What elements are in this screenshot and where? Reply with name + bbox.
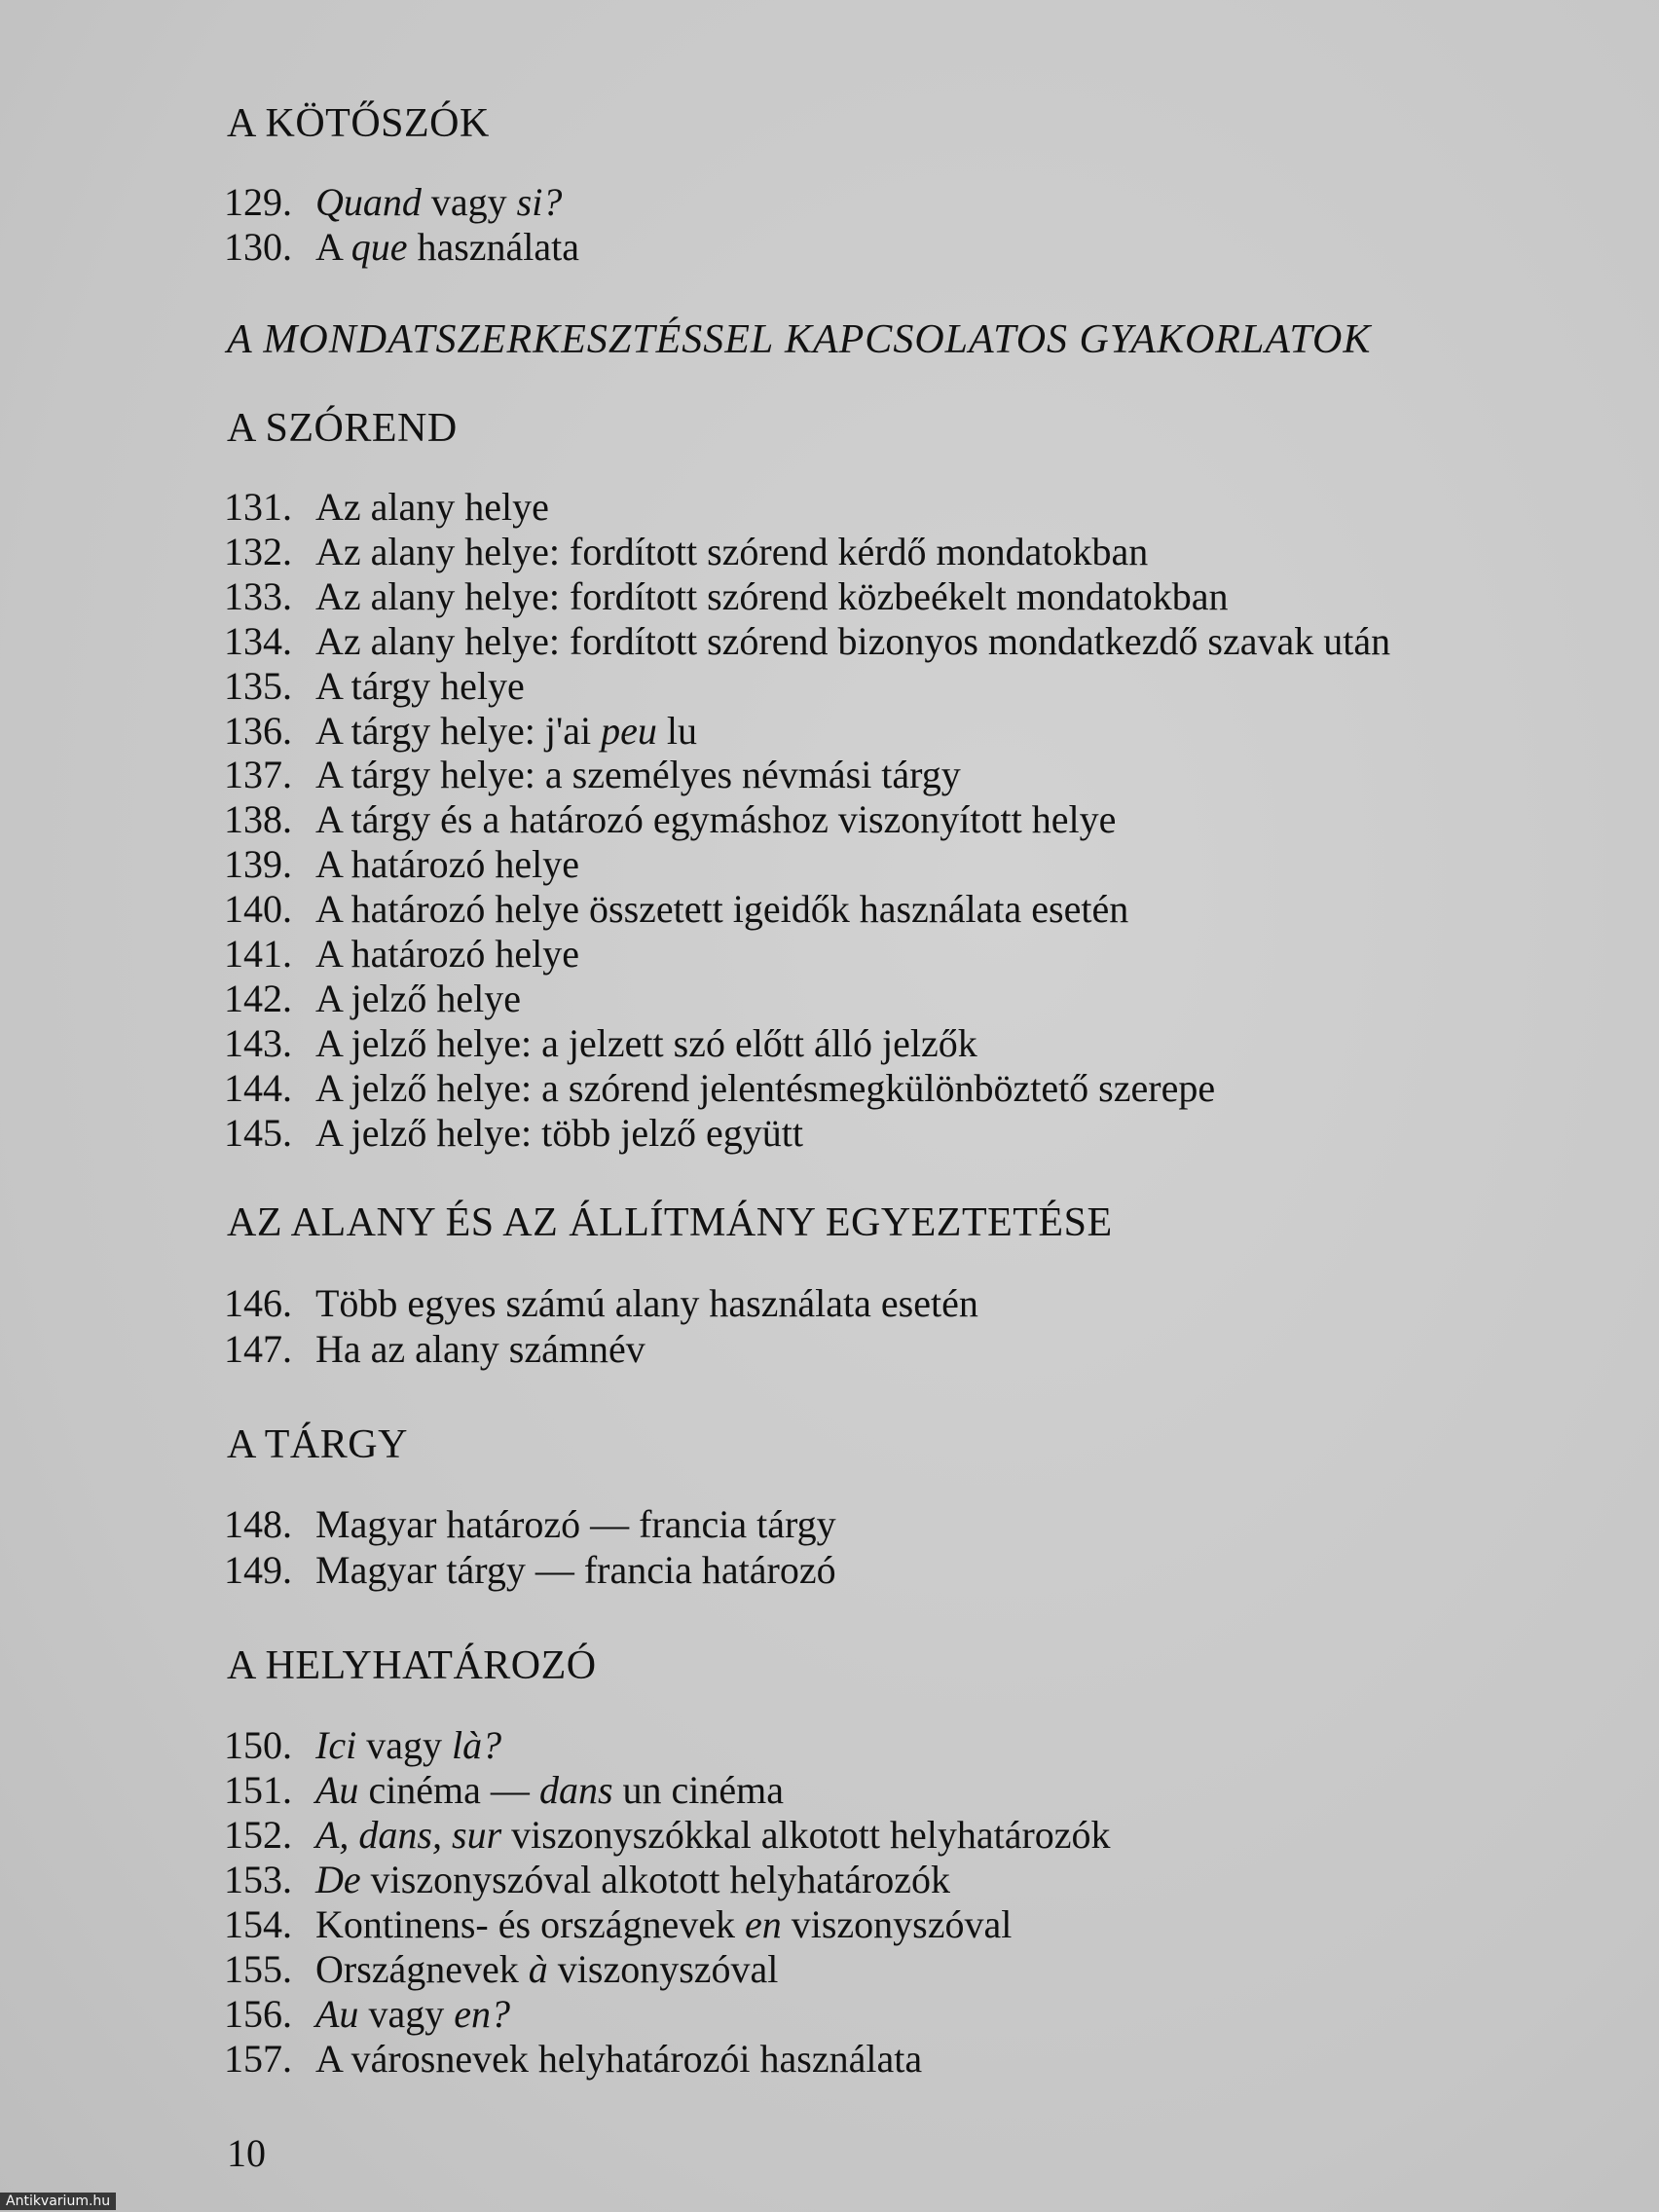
entry-title-part: viszonyszókkal alkotott helyhatározók bbox=[501, 1813, 1111, 1857]
toc-entry bbox=[224, 1902, 1012, 1947]
entry-number: 153. bbox=[224, 1858, 292, 1901]
section-heading-helyhatarozo: A HELYHATÁROZÓ bbox=[227, 1643, 597, 1688]
entry-title-part: használata bbox=[407, 225, 580, 269]
toc-entry bbox=[224, 932, 579, 977]
entry-title bbox=[315, 1548, 836, 1592]
entry-number: 148. bbox=[224, 1502, 292, 1546]
entry-title-part: Országnevek bbox=[315, 1947, 529, 1991]
entry-number: 155. bbox=[224, 1947, 292, 1991]
entry-number: 142. bbox=[224, 976, 292, 1020]
entry-number: 136. bbox=[224, 708, 292, 753]
entry-number: 132. bbox=[224, 529, 292, 573]
entry-title-part: viszonyszóval bbox=[547, 1947, 779, 1991]
toc-entry bbox=[224, 1111, 803, 1156]
entry-title-italic: là? bbox=[451, 1723, 502, 1767]
toc-entry bbox=[224, 887, 1128, 932]
entry-title-italic: Au bbox=[315, 1992, 359, 2036]
entry-number: 144. bbox=[224, 1065, 292, 1110]
entry-number: 140. bbox=[224, 887, 292, 932]
entry-number: 151. bbox=[224, 1768, 292, 1812]
entry-title-part: A határozó helye bbox=[315, 842, 579, 887]
entry-number: 149. bbox=[224, 1548, 292, 1592]
entry-title-italic: dans bbox=[538, 1768, 613, 1812]
section-heading-egyeztetes: AZ ALANY ÉS AZ ÁLLÍTMÁNY EGYEZTETÉSE bbox=[227, 1200, 1113, 1245]
entry-title-part: Az alany helye: fordított szórend bizonyos mondatkezdő szavak után bbox=[315, 618, 1391, 663]
entry-title-part: cinéma — bbox=[358, 1768, 539, 1812]
toc-entry bbox=[224, 530, 1148, 574]
entry-title-italic: en? bbox=[454, 1992, 510, 2036]
entry-title-part: A jelző helye: a szórend jelentésmegkülönböztető szerepe bbox=[315, 1065, 1216, 1110]
toc-entry bbox=[224, 619, 1390, 664]
entry-number: 156. bbox=[224, 1992, 292, 2036]
entry-title-part: viszonyszóval bbox=[781, 1902, 1013, 1946]
entry-number: 152. bbox=[224, 1813, 292, 1857]
entry-title bbox=[315, 1858, 950, 1901]
entry-title-italic: en bbox=[744, 1902, 782, 1946]
entry-title-part: un cinéma bbox=[612, 1768, 785, 1812]
entry-title-part: lu bbox=[656, 708, 697, 753]
toc-entry bbox=[224, 1021, 977, 1066]
entry-title bbox=[315, 842, 579, 886]
entry-number: 145. bbox=[224, 1110, 292, 1155]
entry-title bbox=[315, 797, 1116, 841]
entry-title-italic: A, dans, sur bbox=[315, 1813, 502, 1857]
toc-entry bbox=[224, 1281, 978, 1326]
entry-title-italic: peu bbox=[601, 708, 657, 753]
entry-title bbox=[315, 664, 525, 708]
entry-title-part: A határozó helye összetett igeidők használata esetén bbox=[315, 887, 1129, 932]
entry-title-part: Az alany helye: fordított szórend kérdő mondatokban bbox=[315, 529, 1149, 573]
entry-title bbox=[315, 1021, 977, 1065]
section-heading-targy: A TÁRGY bbox=[227, 1422, 408, 1467]
entry-number: 134. bbox=[224, 618, 292, 663]
entry-title bbox=[315, 619, 1390, 663]
entry-number: 130. bbox=[224, 225, 292, 269]
entry-number: 150. bbox=[224, 1723, 292, 1767]
entry-title-part: A bbox=[315, 225, 351, 269]
toc-entry bbox=[224, 1066, 1215, 1111]
entry-title-italic: si? bbox=[516, 180, 563, 224]
entry-title-part: vagy bbox=[358, 1992, 455, 2036]
entry-number: 133. bbox=[224, 573, 292, 618]
entry-title-part: Magyar tárgy — francia határozó bbox=[315, 1548, 836, 1592]
entry-title-part: Kontinens- és országnevek bbox=[315, 1902, 745, 1946]
entry-number: 141. bbox=[224, 932, 292, 976]
entry-number: 135. bbox=[224, 663, 292, 708]
entry-title-part: vagy bbox=[356, 1723, 452, 1767]
entry-title-part: A tárgy helye: j'ai bbox=[315, 708, 602, 753]
entry-title-italic: Ici bbox=[315, 1723, 357, 1767]
entry-title bbox=[315, 180, 562, 224]
entry-title bbox=[315, 1502, 836, 1546]
entry-title-italic: que bbox=[350, 225, 408, 269]
toc-entry bbox=[224, 842, 579, 887]
entry-number: 157. bbox=[224, 2037, 292, 2081]
entry-title bbox=[315, 1902, 1012, 1946]
section-heading-mondatszerkesztes: A MONDATSZERKESZTÉSSEL KAPCSOLATOS GYAKORLATOK bbox=[227, 317, 1372, 362]
entry-title-italic: à bbox=[528, 1947, 548, 1991]
entry-number: 143. bbox=[224, 1020, 292, 1065]
entry-title bbox=[315, 485, 549, 529]
toc-entry bbox=[224, 2037, 922, 2082]
entry-title-part: A jelző helye: több jelző együtt bbox=[315, 1110, 803, 1155]
entry-title-part: Az alany helye: fordított szórend közbeékelt mondatokban bbox=[315, 573, 1229, 618]
entry-title-part: A határozó helye bbox=[315, 932, 579, 976]
entry-number: 129. bbox=[224, 180, 292, 224]
entry-number: 131. bbox=[224, 485, 292, 529]
entry-title bbox=[315, 887, 1128, 931]
entry-title-italic: De bbox=[315, 1858, 361, 1901]
toc-entry bbox=[224, 1858, 950, 1902]
entry-title bbox=[315, 932, 579, 976]
entry-title-part: Több egyes számú alany használata esetén bbox=[315, 1281, 978, 1325]
entry-title bbox=[315, 1723, 501, 1767]
entry-title bbox=[315, 1327, 645, 1371]
entry-number: 139. bbox=[224, 842, 292, 887]
toc-entry bbox=[224, 664, 525, 709]
entry-title bbox=[315, 709, 697, 753]
entry-title bbox=[315, 1813, 1111, 1857]
entry-title bbox=[315, 753, 961, 796]
toc-entry bbox=[224, 1723, 501, 1768]
toc-entry bbox=[224, 1813, 1111, 1858]
toc-entry bbox=[224, 753, 961, 797]
entry-title bbox=[315, 1768, 784, 1812]
entry-title-part: A tárgy helye: a személyes névmási tárgy bbox=[315, 753, 961, 797]
toc-entry bbox=[224, 1502, 836, 1547]
entry-title bbox=[315, 225, 579, 269]
entry-title bbox=[315, 1992, 510, 2036]
toc-entry bbox=[224, 1768, 784, 1813]
entry-title bbox=[315, 574, 1228, 618]
entry-title-part: A tárgy helye bbox=[315, 663, 525, 708]
toc-entry bbox=[224, 180, 562, 225]
toc-entry bbox=[224, 574, 1228, 619]
section-heading-kotoszok: A KÖTŐSZÓK bbox=[227, 101, 490, 146]
entry-title-part: Ha az alany számnév bbox=[315, 1327, 645, 1371]
entry-title-italic: Quand bbox=[315, 180, 422, 224]
entry-title-part: vagy bbox=[421, 180, 517, 224]
entry-title-italic: Au bbox=[315, 1768, 359, 1812]
entry-title-part: A tárgy és a határozó egymáshoz viszonyított helye bbox=[315, 797, 1117, 842]
entry-title-part: Magyar határozó — francia tárgy bbox=[315, 1502, 836, 1546]
watermark-label: Antikvarium.hu bbox=[0, 2193, 116, 2210]
entry-title-part: A jelző helye bbox=[315, 976, 522, 1020]
entry-title bbox=[315, 1947, 778, 1991]
entry-title bbox=[315, 1066, 1215, 1110]
toc-entry bbox=[224, 709, 697, 754]
toc-entry bbox=[224, 1548, 836, 1593]
entry-title bbox=[315, 977, 521, 1020]
entry-title-part: Az alany helye bbox=[315, 485, 549, 529]
toc-entry bbox=[224, 797, 1116, 842]
entry-title-part: A városnevek helyhatározói használata bbox=[315, 2037, 923, 2081]
entry-title bbox=[315, 530, 1148, 573]
toc-entry bbox=[224, 1992, 510, 2037]
page-number: 10 bbox=[227, 2131, 266, 2175]
entry-number: 138. bbox=[224, 797, 292, 842]
entry-number: 147. bbox=[224, 1327, 292, 1371]
entry-number: 154. bbox=[224, 1902, 292, 1946]
toc-entry bbox=[224, 225, 579, 270]
entry-number: 146. bbox=[224, 1281, 292, 1325]
toc-entry bbox=[224, 1947, 778, 1992]
entry-title bbox=[315, 1281, 978, 1325]
toc-entry bbox=[224, 485, 549, 530]
section-heading-szorend: A SZÓREND bbox=[227, 406, 458, 451]
toc-entry bbox=[224, 1327, 645, 1372]
entry-title-part: A jelző helye: a jelzett szó előtt álló jelzők bbox=[315, 1020, 977, 1065]
entry-number: 137. bbox=[224, 753, 292, 797]
entry-title bbox=[315, 1111, 803, 1155]
toc-entry bbox=[224, 977, 521, 1021]
entry-title-part: viszonyszóval alkotott helyhatározók bbox=[360, 1858, 951, 1901]
entry-title bbox=[315, 2037, 922, 2081]
